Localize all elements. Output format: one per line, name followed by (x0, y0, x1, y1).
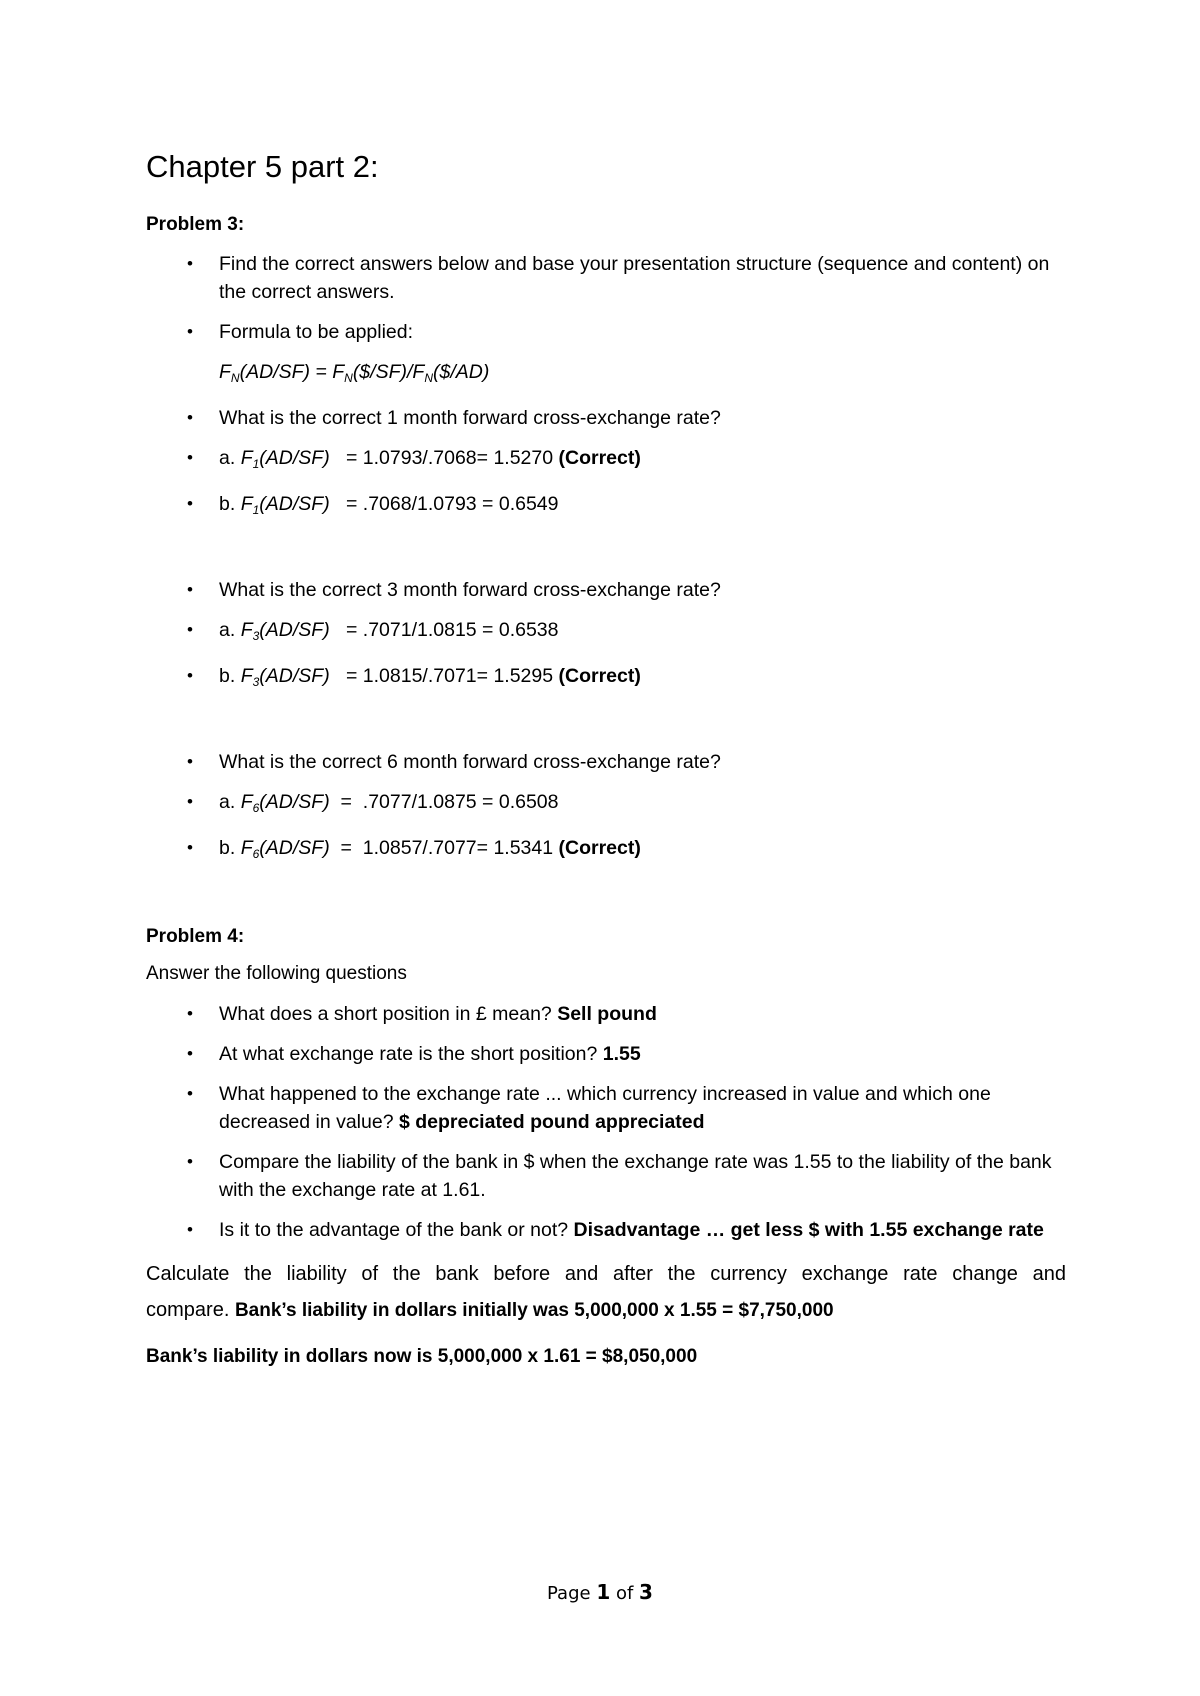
page-number: 1 (596, 1580, 611, 1604)
bullet-icon: • (187, 580, 193, 599)
list-item: • What does a short position in £ mean? Sell pound (146, 1000, 1066, 1028)
page-footer: Page 1 of 3 (547, 1580, 653, 1604)
bullet-icon: • (187, 1220, 193, 1239)
list-item: • a. $F_6(AD/SF) = .7077/1.0875 = 0.6508$ (146, 788, 1066, 822)
list-item: • What is the correct 1 month forward cross-exchange rate? (146, 404, 1066, 432)
calc-paragraph-line-1: Calculate the liability of the bank before and after the currency exchange rate change and (146, 1263, 1066, 1285)
list-item: • What is the correct 3 month forward cross-exchange rate? (146, 576, 1066, 604)
chapter-title: Chapter 5 part 2: (146, 149, 379, 184)
bullet-icon: • (187, 254, 193, 273)
problem-4-intro: Answer the following questions (146, 963, 407, 984)
page-total: 3 (639, 1580, 653, 1604)
list-item: • Compare the liability of the bank in $ when the exchange rate was 1.55 to the liability of the bank with the exchange rate at 1.61. (146, 1148, 1066, 1204)
formula-line: $F_N(AD/SF)$ = $F_N(\$/SF)/F_N(\$/AD)$ (219, 361, 490, 385)
bullet-icon: • (187, 1044, 193, 1063)
list-item: • a. $F_3(AD/SF) = .7071/1.0815 = 0.6538$ (146, 616, 1066, 650)
problem-3-heading: Problem 3: (146, 214, 245, 235)
bullet-icon: • (187, 620, 193, 639)
list-item: • b. $F_1(AD/SF) = .7068/1.0793 = 0.6549$ (146, 490, 1066, 524)
list-item: • Is it to the advantage of the bank or not? Disadvantage … get less $ with 1.55 exchange rate (146, 1216, 1066, 1244)
bullet-icon: • (187, 1084, 193, 1103)
bullet-icon: • (187, 408, 193, 427)
list-item: • Formula to be applied: (146, 318, 1066, 346)
bullet-icon: • (187, 1152, 193, 1171)
list-item: • Find the correct answers below and base your presentation structure (sequence and content) on the correct answers. (146, 250, 1066, 306)
bullet-icon: • (187, 494, 193, 513)
bullet-icon: • (187, 1004, 193, 1023)
bullet-icon: • (187, 666, 193, 685)
problem-4-heading: Problem 4: (146, 926, 245, 947)
bullet-icon: • (187, 792, 193, 811)
final-liability-line: Bank’s liability in dollars now is 5,000,000 x 1.61 = $8,050,000 (146, 1346, 698, 1367)
list-item: • What is the correct 6 month forward cross-exchange rate? (146, 748, 1066, 776)
bullet-icon: • (187, 322, 193, 341)
problem-4-list (146, 1000, 1066, 1244)
page-content (146, 148, 1066, 1371)
list-item: • What happened to the exchange rate ... which currency increased in value and which one decreased in value? $ depreciated pound appreciated (146, 1080, 1066, 1136)
list-item: • a. $F_1(AD/SF) = 1.0793/.7068= 1.5270$ (Correct) (146, 444, 1066, 478)
problem-3-list (146, 250, 1066, 868)
bullet-icon: • (187, 838, 193, 857)
calc-paragraph-line-2: compare. Bank’s liability in dollars initially was 5,000,000 x 1.55 = $7,750,000 (146, 1299, 834, 1321)
list-item: • b. $F_6(AD/SF) = 1.0857/.7077= 1.5341$ (Correct) (146, 834, 1066, 868)
list-item: • At what exchange rate is the short position? 1.55 (146, 1040, 1066, 1068)
list-item: • b. $F_3(AD/SF) = 1.0815/.7071= 1.5295$ (Correct) (146, 662, 1066, 696)
bullet-icon: • (187, 752, 193, 771)
bullet-icon: • (187, 448, 193, 467)
